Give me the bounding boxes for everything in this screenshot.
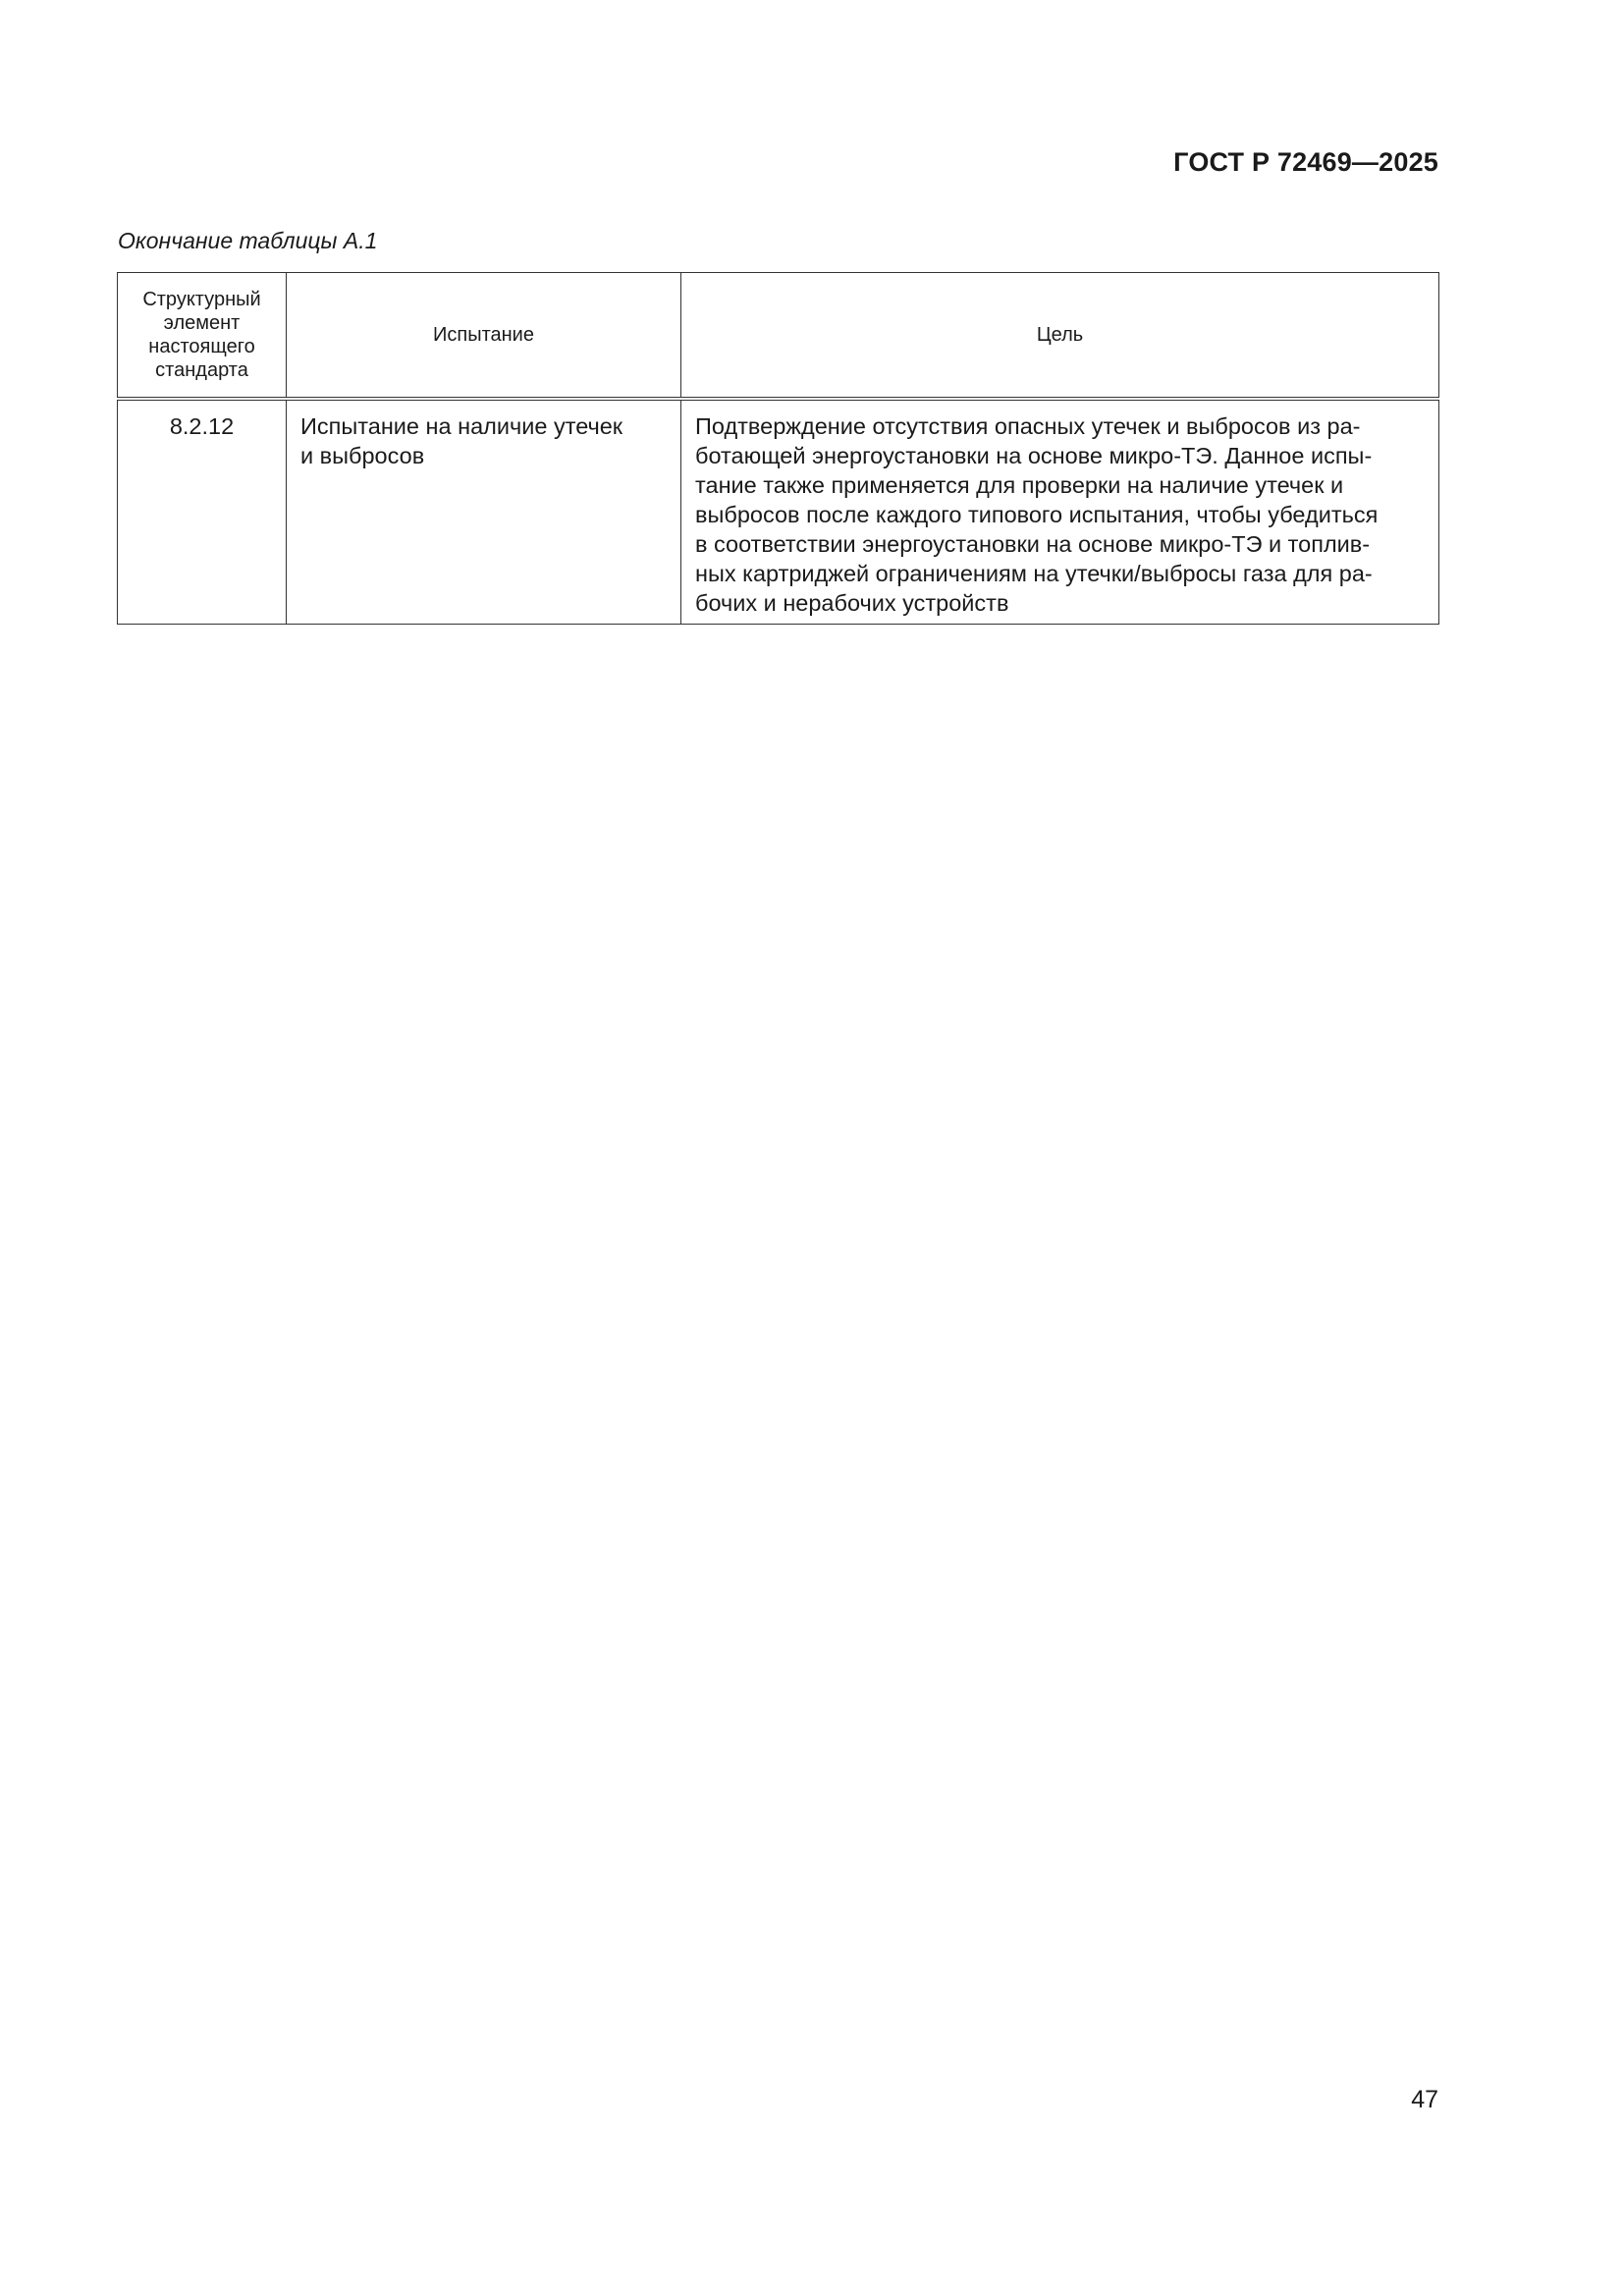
column-header-purpose: Цель	[681, 273, 1439, 400]
table-header-row	[118, 273, 1439, 400]
page-number: 47	[1411, 2086, 1438, 2113]
standards-table	[117, 272, 1439, 625]
header-line: Структурный	[142, 289, 261, 310]
column-header-test: Испытание	[287, 273, 681, 400]
header-line: настоящего	[148, 336, 255, 357]
cell-test	[287, 399, 681, 625]
table-body	[118, 399, 1439, 625]
purpose-line: тание также применяется для проверки на наличие утечек и	[695, 472, 1344, 498]
table-header	[118, 273, 1439, 400]
purpose-line: ботающей энергоустановки на основе микро-ТЭ. Данное испы-	[695, 443, 1373, 468]
header-line: элемент	[163, 312, 241, 334]
header-line: стандарта	[155, 359, 248, 381]
cell-structural-element: 8.2.12	[118, 399, 287, 625]
purpose-line: бочих и нерабочих устройств	[695, 590, 1009, 616]
purpose-line: Подтверждение отсутствия опасных утечек и выбросов из ра-	[695, 413, 1361, 439]
table-caption: Окончание таблицы А.1	[118, 228, 378, 253]
standard-code-header: ГОСТ Р 72469—2025	[1173, 147, 1438, 177]
purpose-line: ных картриджей ограничениям на утечки/выбросы газа для ра-	[695, 561, 1373, 586]
purpose-line: в соответствии энергоустановки на основе микро-ТЭ и топлив-	[695, 531, 1371, 557]
test-line: и выбросов	[300, 443, 425, 468]
column-header-structural-element	[118, 273, 287, 400]
purpose-line: выбросов после каждого типового испытания, чтобы убедиться	[695, 502, 1379, 527]
cell-purpose	[681, 399, 1439, 625]
table-row	[118, 399, 1439, 625]
test-line: Испытание на наличие утечек	[300, 413, 623, 439]
